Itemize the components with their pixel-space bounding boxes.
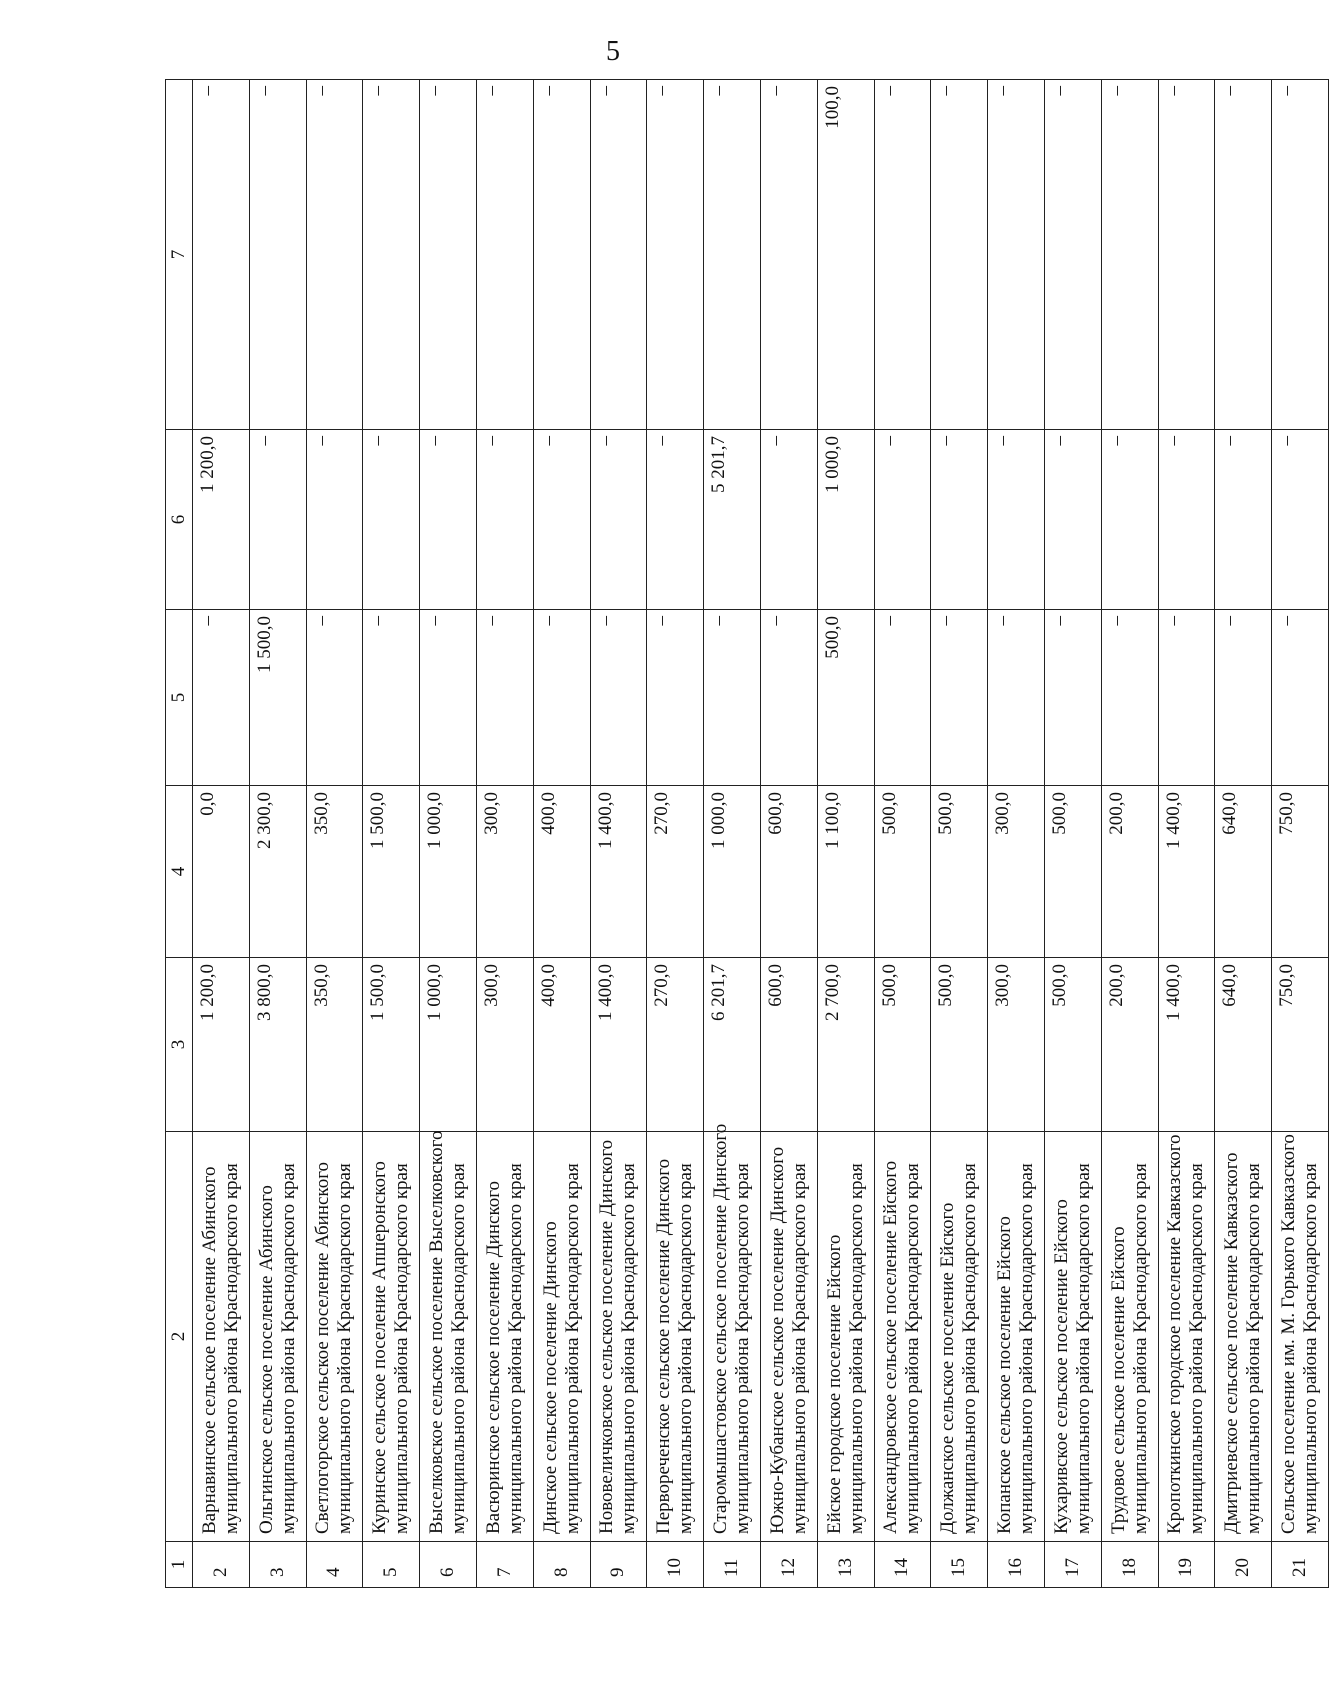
- value-cell-4: 400,0: [533, 786, 590, 958]
- value-cell-6: –: [590, 430, 647, 610]
- value-cell-4: 1 000,0: [420, 786, 477, 958]
- value-cell-7: –: [1272, 80, 1329, 430]
- settlement-name-line-1: Ольгинское сельское поселение Абинского: [255, 1185, 277, 1534]
- value-cell-5: –: [306, 610, 363, 786]
- value-cell-6: –: [363, 430, 420, 610]
- value-cell-4: 500,0: [874, 786, 931, 958]
- value-cell-6: –: [249, 430, 306, 610]
- row-number: 3: [249, 1542, 306, 1588]
- value-cell-3: 1 500,0: [363, 958, 420, 1132]
- row-number: 13: [817, 1542, 874, 1588]
- value-cell-7: –: [1101, 80, 1158, 430]
- settlement-name: [193, 1132, 250, 1542]
- value-cell-5: –: [874, 610, 931, 786]
- row-number: 7: [476, 1542, 533, 1588]
- settlement-name-line-2: муниципального района Краснодарского края: [277, 1163, 299, 1534]
- value-cell-3: 2 700,0: [817, 958, 874, 1132]
- value-cell-3: 300,0: [476, 958, 533, 1132]
- settlement-name: [988, 1132, 1045, 1542]
- settlement-name: [476, 1132, 533, 1542]
- row-number: 9: [590, 1542, 647, 1588]
- value-cell-6: –: [647, 430, 704, 610]
- settlement-name-line-1: Ейское городское поселение Ейского: [823, 1234, 845, 1534]
- settlement-name-line-1: Выселковское сельское поселение Выселковского: [426, 1130, 448, 1534]
- row-number: 21: [1272, 1542, 1329, 1588]
- table-row: [1272, 80, 1329, 1588]
- settlement-name: [1101, 1132, 1158, 1542]
- value-cell-7: –: [420, 80, 477, 430]
- value-cell-4: 1 500,0: [363, 786, 420, 958]
- row-number: 16: [988, 1542, 1045, 1588]
- value-cell-5: –: [647, 610, 704, 786]
- value-cell-5: 1 500,0: [249, 610, 306, 786]
- settlement-name-line-1: Варнавинское сельское поселение Абинского: [198, 1166, 220, 1534]
- value-cell-5: –: [1044, 610, 1101, 786]
- settlement-name-line-2: муниципального района Краснодарского края: [675, 1163, 697, 1534]
- table-row: [874, 80, 931, 1588]
- table-row: [1215, 80, 1272, 1588]
- settlement-name: [760, 1132, 817, 1542]
- value-cell-7: 100,0: [817, 80, 874, 430]
- settlement-name-line-1: Светлогорское сельское поселение Абинского: [312, 1161, 334, 1534]
- value-cell-7: –: [1215, 80, 1272, 430]
- value-cell-4: 640,0: [1215, 786, 1272, 958]
- value-cell-6: 1 000,0: [817, 430, 874, 610]
- row-number: 11: [704, 1542, 761, 1588]
- value-cell-5: –: [420, 610, 477, 786]
- value-cell-5: –: [590, 610, 647, 786]
- settlement-name-line-1: Куринское сельское поселение Апшеронского: [369, 1161, 391, 1534]
- header-row: [166, 80, 193, 1588]
- value-cell-7: –: [249, 80, 306, 430]
- settlement-name-line-1: Дмитриевское сельское поселение Кавказского: [1221, 1152, 1243, 1534]
- value-cell-4: 300,0: [476, 786, 533, 958]
- value-cell-4: 500,0: [931, 786, 988, 958]
- table-row: [590, 80, 647, 1588]
- value-cell-6: –: [988, 430, 1045, 610]
- value-cell-7: –: [1158, 80, 1215, 430]
- table-row: [193, 80, 250, 1588]
- table-row: [988, 80, 1045, 1588]
- settlement-name: [420, 1132, 477, 1542]
- row-number: 15: [931, 1542, 988, 1588]
- settlement-name-line-2: муниципального района Краснодарского края: [1243, 1163, 1265, 1534]
- table-row: [249, 80, 306, 1588]
- value-cell-3: 350,0: [306, 958, 363, 1132]
- table-row: [704, 80, 761, 1588]
- settlement-name: [306, 1132, 363, 1542]
- value-cell-5: –: [760, 610, 817, 786]
- value-cell-3: 1 400,0: [590, 958, 647, 1132]
- table-row: [533, 80, 590, 1588]
- value-cell-4: 0,0: [193, 786, 250, 958]
- value-cell-3: 6 201,7: [704, 958, 761, 1132]
- settlement-name: [1044, 1132, 1101, 1542]
- settlement-name: [874, 1132, 931, 1542]
- allocation-table: [165, 79, 1329, 1588]
- value-cell-5: –: [363, 610, 420, 786]
- value-cell-4: 1 400,0: [590, 786, 647, 958]
- header-col-2: 2: [166, 1132, 193, 1542]
- table-row: [817, 80, 874, 1588]
- value-cell-7: –: [874, 80, 931, 430]
- value-cell-6: –: [1272, 430, 1329, 610]
- header-col-3: 3: [166, 958, 193, 1132]
- value-cell-4: 1 000,0: [704, 786, 761, 958]
- settlement-name-line-1: Кропоткинское городское поселение Кавказского: [1164, 1134, 1186, 1534]
- value-cell-5: –: [988, 610, 1045, 786]
- value-cell-3: 400,0: [533, 958, 590, 1132]
- table-row: [363, 80, 420, 1588]
- settlement-name-line-1: Должанское сельское поселение Ейского: [937, 1202, 959, 1534]
- value-cell-7: –: [704, 80, 761, 430]
- settlement-name: [590, 1132, 647, 1542]
- value-cell-6: –: [1158, 430, 1215, 610]
- table-row: [420, 80, 477, 1588]
- value-cell-3: 500,0: [931, 958, 988, 1132]
- value-cell-5: –: [1272, 610, 1329, 786]
- settlement-name-line-2: муниципального района Краснодарского края: [959, 1163, 981, 1534]
- settlement-name-line-1: Васюринское сельское поселение Динского: [482, 1180, 504, 1534]
- value-cell-6: –: [931, 430, 988, 610]
- table-row: [476, 80, 533, 1588]
- value-cell-7: –: [193, 80, 250, 430]
- value-cell-6: –: [1101, 430, 1158, 610]
- table-row: [647, 80, 704, 1588]
- value-cell-6: –: [874, 430, 931, 610]
- value-cell-5: –: [193, 610, 250, 786]
- page-number: 5: [606, 36, 620, 67]
- value-cell-3: 500,0: [874, 958, 931, 1132]
- settlement-name-line-2: муниципального района Краснодарского края: [902, 1163, 924, 1534]
- value-cell-3: 300,0: [988, 958, 1045, 1132]
- settlement-name-line-1: Кухаривское сельское поселение Ейского: [1050, 1199, 1072, 1534]
- table-row: [760, 80, 817, 1588]
- settlement-name: [1158, 1132, 1215, 1542]
- settlement-name: [249, 1132, 306, 1542]
- row-number: 2: [193, 1542, 250, 1588]
- settlement-name-line-2: муниципального района Краснодарского края: [504, 1163, 526, 1534]
- value-cell-6: –: [476, 430, 533, 610]
- settlement-name-line-1: Нововеличковское сельское поселение Динского: [596, 1139, 618, 1534]
- settlement-name: [363, 1132, 420, 1542]
- value-cell-4: 600,0: [760, 786, 817, 958]
- row-number: 19: [1158, 1542, 1215, 1588]
- row-number: 18: [1101, 1542, 1158, 1588]
- settlement-name-line-1: Южно-Кубанское сельское поселение Динского: [766, 1146, 788, 1534]
- settlement-name-line-2: муниципального района Краснодарского края: [732, 1163, 754, 1534]
- value-cell-5: –: [1158, 610, 1215, 786]
- settlement-name-line-2: муниципального района Краснодарского края: [1072, 1163, 1094, 1534]
- settlement-name-line-1: Динское сельское поселение Динского: [539, 1221, 561, 1534]
- settlement-name: [647, 1132, 704, 1542]
- settlement-name-line-1: Сельское поселение им. М. Горького Кавказского: [1278, 1134, 1300, 1534]
- value-cell-7: –: [533, 80, 590, 430]
- settlement-name-line-2: муниципального района Краснодарского края: [1300, 1163, 1322, 1534]
- settlement-name: [817, 1132, 874, 1542]
- value-cell-6: –: [1215, 430, 1272, 610]
- value-cell-4: 300,0: [988, 786, 1045, 958]
- value-cell-4: 750,0: [1272, 786, 1329, 958]
- value-cell-7: –: [306, 80, 363, 430]
- value-cell-4: 500,0: [1044, 786, 1101, 958]
- value-cell-5: –: [1215, 610, 1272, 786]
- header-col-1: 1: [166, 1542, 193, 1588]
- value-cell-3: 640,0: [1215, 958, 1272, 1132]
- value-cell-5: –: [931, 610, 988, 786]
- value-cell-3: 1 200,0: [193, 958, 250, 1132]
- table-row: [1158, 80, 1215, 1588]
- settlement-name: [1272, 1132, 1329, 1542]
- value-cell-6: 5 201,7: [704, 430, 761, 610]
- settlement-name: [533, 1132, 590, 1542]
- value-cell-4: 350,0: [306, 786, 363, 958]
- value-cell-7: –: [988, 80, 1045, 430]
- settlement-name-line-2: муниципального района Краснодарского края: [220, 1163, 242, 1534]
- value-cell-3: 1 000,0: [420, 958, 477, 1132]
- settlement-name-line-2: муниципального района Краснодарского края: [788, 1163, 810, 1534]
- row-number: 8: [533, 1542, 590, 1588]
- value-cell-4: 270,0: [647, 786, 704, 958]
- value-cell-7: –: [590, 80, 647, 430]
- value-cell-5: –: [533, 610, 590, 786]
- settlement-name-line-1: Копанское сельское поселение Ейского: [994, 1216, 1016, 1534]
- row-number: 6: [420, 1542, 477, 1588]
- row-number: 5: [363, 1542, 420, 1588]
- settlement-name-line-2: муниципального района Краснодарского края: [1129, 1163, 1151, 1534]
- value-cell-6: –: [760, 430, 817, 610]
- value-cell-6: –: [420, 430, 477, 610]
- settlement-name-line-1: Трудовое сельское поселение Ейского: [1107, 1226, 1129, 1534]
- settlement-name-line-2: муниципального района Краснодарского края: [334, 1163, 356, 1534]
- header-col-5: 5: [166, 610, 193, 786]
- settlement-name-line-2: муниципального района Краснодарского края: [561, 1163, 583, 1534]
- row-number: 17: [1044, 1542, 1101, 1588]
- value-cell-7: –: [363, 80, 420, 430]
- value-cell-7: –: [760, 80, 817, 430]
- settlement-name-line-2: муниципального района Краснодарского края: [448, 1163, 470, 1534]
- settlement-name-line-2: муниципального района Краснодарского края: [391, 1163, 413, 1534]
- value-cell-3: 600,0: [760, 958, 817, 1132]
- value-cell-3: 3 800,0: [249, 958, 306, 1132]
- value-cell-7: –: [647, 80, 704, 430]
- settlement-name-line-2: муниципального района Краснодарского края: [1186, 1163, 1208, 1534]
- value-cell-4: 1 100,0: [817, 786, 874, 958]
- settlement-name-line-1: Старомышастовское сельское поселение Динского: [710, 1123, 732, 1534]
- header-col-4: 4: [166, 786, 193, 958]
- value-cell-5: –: [476, 610, 533, 786]
- settlement-name-line-2: муниципального района Краснодарского края: [1016, 1163, 1038, 1534]
- table-row: [1101, 80, 1158, 1588]
- value-cell-3: 500,0: [1044, 958, 1101, 1132]
- settlement-name: [704, 1123, 761, 1542]
- value-cell-4: 1 400,0: [1158, 786, 1215, 958]
- value-cell-3: 200,0: [1101, 958, 1158, 1132]
- value-cell-6: –: [1044, 430, 1101, 610]
- rotated-table-wrapper: [165, 80, 1329, 1588]
- value-cell-7: –: [931, 80, 988, 430]
- value-cell-5: –: [704, 610, 761, 786]
- row-number: 14: [874, 1542, 931, 1588]
- header-col-7: 7: [166, 80, 193, 430]
- row-number: 20: [1215, 1542, 1272, 1588]
- row-number: 10: [647, 1542, 704, 1588]
- settlement-name-line-1: Александровское сельское поселение Ейского: [880, 1160, 902, 1534]
- value-cell-6: 1 200,0: [193, 430, 250, 610]
- value-cell-3: 1 400,0: [1158, 958, 1215, 1132]
- settlement-name: [931, 1132, 988, 1542]
- value-cell-6: –: [533, 430, 590, 610]
- row-number: 12: [760, 1542, 817, 1588]
- row-number: 4: [306, 1542, 363, 1588]
- value-cell-3: 750,0: [1272, 958, 1329, 1132]
- table-row: [1044, 80, 1101, 1588]
- header-col-6: 6: [166, 430, 193, 610]
- value-cell-4: 200,0: [1101, 786, 1158, 958]
- table-row: [931, 80, 988, 1588]
- settlement-name-line-2: муниципального района Краснодарского края: [845, 1163, 867, 1534]
- value-cell-7: –: [476, 80, 533, 430]
- value-cell-3: 270,0: [647, 958, 704, 1132]
- value-cell-5: 500,0: [817, 610, 874, 786]
- settlement-name-line-2: муниципального района Краснодарского края: [618, 1163, 640, 1534]
- table-row: [306, 80, 363, 1588]
- value-cell-5: –: [1101, 610, 1158, 786]
- value-cell-6: –: [306, 430, 363, 610]
- settlement-name: [1215, 1132, 1272, 1542]
- value-cell-4: 2 300,0: [249, 786, 306, 958]
- settlement-name-line-1: Первореченское сельское поселение Динского: [653, 1158, 675, 1534]
- value-cell-7: –: [1044, 80, 1101, 430]
